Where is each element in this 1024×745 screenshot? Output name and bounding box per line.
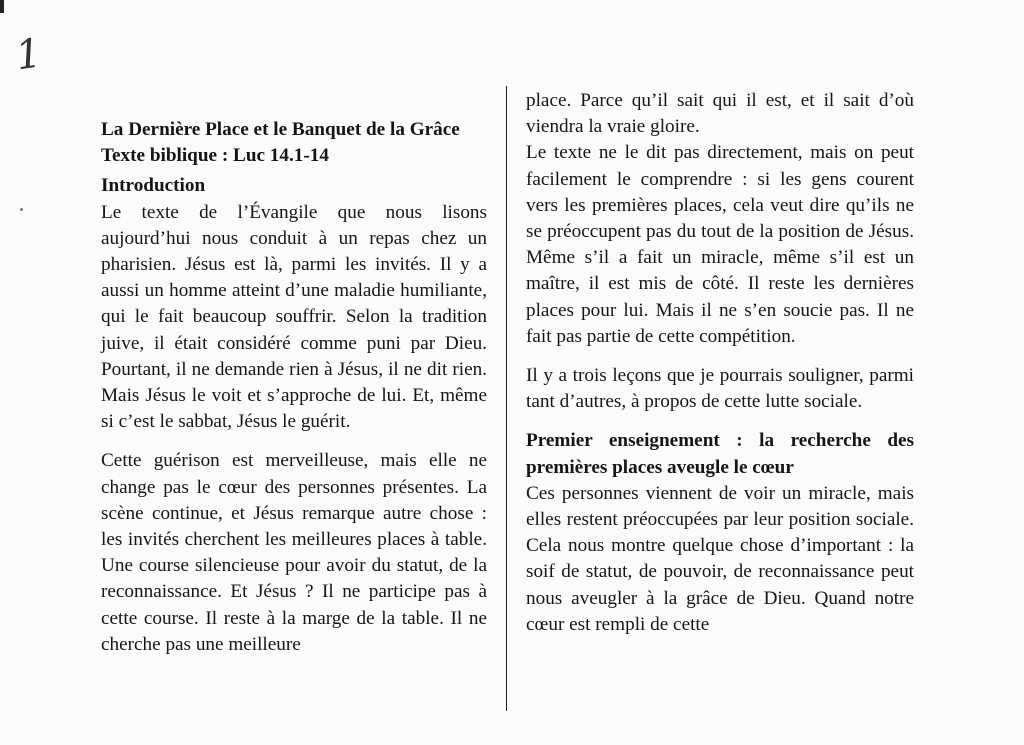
column-divider [506,86,507,711]
first-lesson-paragraph: Ces personnes viennent de voir un miracle, mais elles restent préoccupées par leur position sociale. Cela nous montre quelque chose d’important : la soif de statut, de pouvoir, de reconnaissance peut nous aveugler à la grâce de Dieu. Quand notre cœur est rempli de cette [526,482,914,635]
introduction-heading: Introduction [101,175,206,197]
scan-speck [20,208,23,211]
body-paragraph-2: Le texte ne le dit pas directement, mais on peut facilement le comprendre : si les gens courent vers les premières places, cela veut dire qu’ils ne se préoccupent pas du tout de la position de Jésus. Même s’il a fait un miracle, même s’il est un maître, il est mis de côté. Il reste les dernières places pour lui. Mais il ne s’en soucie pas. Il ne fait pas partie de cette compétition. [526,142,914,347]
scan-edge-mark [0,0,4,13]
body-paragraph-3: Il y a trois leçons que je pourrais souligner, parmi tant d’autres, à propos de cette lutte sociale. [526,365,914,413]
bible-reference: Texte biblique : Luc 14.1-14 [101,145,329,167]
introduction-paragraph-2: Cette guérison est merveilleuse, mais elle ne change pas le cœur des personnes présentes. La scène continue, et Jésus remarque autre chose : les invités cherchent les meilleures places à table. Une course silencieuse pour avoir du statut, de la reconnaissance. Et Jésus ? Il ne participe pas à cette course. Il reste à la marge de la table. Il ne cherche pas une meilleure [101,450,487,655]
sermon-title: La Dernière Place et le Banquet de la Grâce [101,119,460,140]
introduction-paragraph-1: Le texte de l’Évangile que nous lisons aujourd’hui nous conduit à un repas chez un pharisien. Jésus est là, parmi les invités. Il y a aussi un homme atteint d’une maladie humiliante, qui le fait beaucoup souffrir. Selon la tradition juive, il était considéré comme puni par Dieu. Pourtant, il ne demande rien à Jésus, il ne dit rien. Mais Jésus le voit et s’approche de lui. Et, même si c’est le sabbat, Jésus le guérit. [101,201,487,433]
body-paragraph-1: place. Parce qu’il sait qui il est, et il sait d’où viendra la vraie gloire. [526,90,914,138]
first-lesson-heading: Premier enseignement : la recherche des premières places aveugle le cœur [526,430,914,478]
handwritten-page-number: 1 [12,30,43,80]
left-column [101,117,487,658]
right-column [526,88,914,638]
